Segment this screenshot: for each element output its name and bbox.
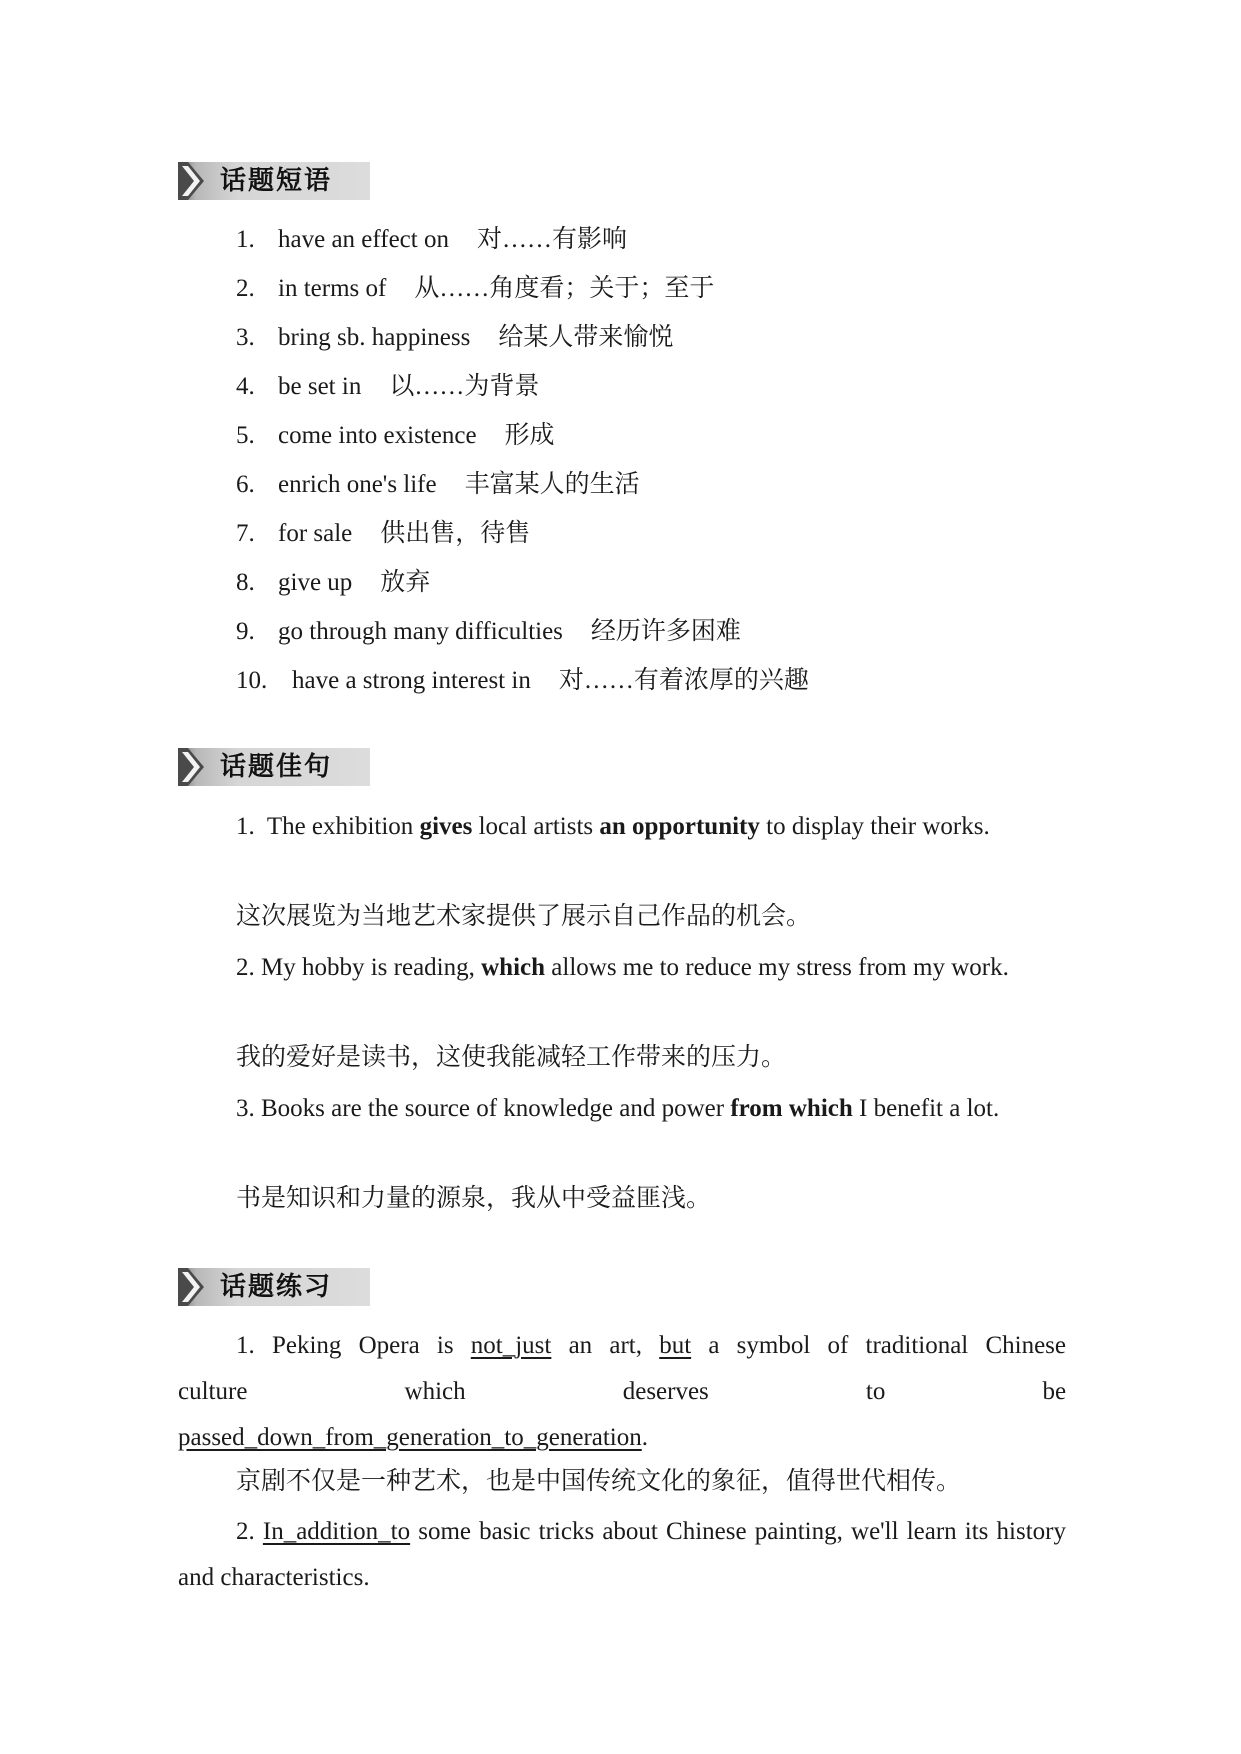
sentence-en: [178, 1086, 1066, 1132]
phrase-en: give up: [278, 569, 353, 596]
sentence-cn: 书是知识和力量的源泉，我从中受益匪浅。: [236, 1185, 712, 1212]
exercise-en: [178, 1509, 1066, 1601]
phrase-cn: 对……有影响: [476, 226, 627, 253]
item-number: 2.: [236, 1518, 255, 1545]
section-header-sentences: [178, 748, 370, 786]
answer-blank: In_addition_to: [262, 1518, 411, 1545]
item-number: 2.: [236, 954, 255, 981]
phrase-en: enrich one's life: [278, 471, 437, 498]
item-number: 8.: [236, 569, 255, 596]
phrase-en: bring sb. happiness: [278, 324, 471, 351]
phrase-cn: 以……为背景: [389, 373, 540, 400]
phrase-cn: 放弃: [380, 569, 431, 596]
phrase-cn: 经历许多困难: [590, 618, 741, 645]
phrase-cn: 对……有着浓厚的兴趣: [558, 667, 809, 694]
exercise-line: [178, 1369, 1066, 1415]
sentence-bold: an opportunity: [599, 813, 760, 840]
list-item: [236, 372, 539, 402]
sentence-en: [178, 945, 1066, 991]
phrase-en: come into existence: [278, 422, 477, 449]
item-number: 3.: [236, 324, 255, 351]
list-item: [236, 519, 530, 549]
section-title: 话题佳句: [220, 752, 333, 782]
list-item: [236, 470, 640, 500]
exercise-text: an art,: [551, 1332, 660, 1359]
exercise-text: Peking Opera is: [271, 1332, 471, 1359]
item-number: 9.: [236, 618, 255, 645]
answer-blank: not_just: [470, 1332, 552, 1359]
phrase-en: have an effect on: [278, 226, 449, 253]
phrase-cn: 丰富某人的生活: [464, 471, 640, 498]
list-item: [236, 568, 430, 598]
chevron-right-icon: [178, 162, 214, 200]
phrase-en: be set in: [278, 373, 362, 400]
exercise-cn: 京剧不仅是一种艺术，也是中国传统文化的象征，值得世代相传。: [236, 1468, 962, 1495]
answer-blank: but: [659, 1332, 692, 1359]
answer-blank: passed_down_from_generation_to_generation: [178, 1424, 642, 1451]
item-number: 7.: [236, 520, 255, 547]
exercise-word: deserves: [622, 1378, 709, 1405]
list-item: [236, 274, 714, 304]
sentence-bold: which: [481, 954, 546, 981]
phrase-cn: 给某人带来愉悦: [498, 324, 674, 351]
item-number: 6.: [236, 471, 255, 498]
exercise-en: [178, 1323, 1066, 1461]
sentence-cn: 这次展览为当地艺术家提供了展示自己作品的机会。: [236, 903, 812, 930]
item-number: 1.: [236, 226, 255, 253]
sentence-en: [178, 804, 1066, 850]
item-number: 1.: [236, 813, 255, 840]
list-item: [236, 421, 555, 451]
list-item: [236, 666, 809, 696]
exercise-line: [178, 1323, 1066, 1369]
sentence-bold: from which: [730, 1095, 853, 1122]
phrase-en: go through many difficulties: [278, 618, 563, 645]
phrase-cn: 从……角度看；关于；至于: [414, 275, 715, 302]
section-header-phrases: [178, 162, 370, 200]
chevron-right-icon: [178, 748, 214, 786]
exercise-text: some basic tricks about Chinese painting, we'll learn its history and characteristics.: [178, 1518, 1066, 1591]
item-number: 4.: [236, 373, 255, 400]
phrase-en: in terms of: [278, 275, 387, 302]
item-number: 10.: [236, 667, 268, 694]
phrase-en: for sale: [278, 520, 353, 547]
sentence-text: Books are the source of knowledge and power: [261, 1095, 731, 1122]
exercise-word: be: [1042, 1378, 1067, 1405]
sentence-bold: gives: [419, 813, 473, 840]
exercise-line: [178, 1415, 1066, 1461]
exercise-text: .: [641, 1424, 649, 1451]
phrase-en: have a strong interest in: [292, 667, 531, 694]
list-item: [236, 617, 741, 647]
item-number: 2.: [236, 275, 255, 302]
item-number: 1.: [236, 1332, 255, 1359]
list-item: [236, 225, 627, 255]
sentence-text: The exhibition: [266, 813, 420, 840]
phrase-cn: 形成: [504, 422, 555, 449]
item-number: 5.: [236, 422, 255, 449]
exercise-word: which: [404, 1378, 466, 1405]
sentence-text: allows me to reduce my stress from my work.: [545, 954, 1009, 981]
exercise-text: a symbol of traditional Chinese: [691, 1332, 1066, 1359]
sentence-text: to display their works.: [759, 813, 990, 840]
exercise-word: to: [865, 1378, 886, 1405]
sentence-text: My hobby is reading,: [261, 954, 482, 981]
sentence-text: I benefit a lot.: [852, 1095, 1000, 1122]
sentence-text: local artists: [472, 813, 600, 840]
list-item: [236, 323, 673, 353]
phrase-cn: 供出售，待售: [380, 520, 531, 547]
exercise-word: culture: [178, 1378, 248, 1405]
section-title: 话题短语: [220, 166, 333, 196]
chevron-right-icon: [178, 1268, 214, 1306]
sentence-cn: 我的爱好是读书，这使我能减轻工作带来的压力。: [236, 1044, 787, 1071]
item-number: 3.: [236, 1095, 255, 1122]
section-title: 话题练习: [220, 1272, 333, 1302]
section-header-exercises: [178, 1268, 370, 1306]
